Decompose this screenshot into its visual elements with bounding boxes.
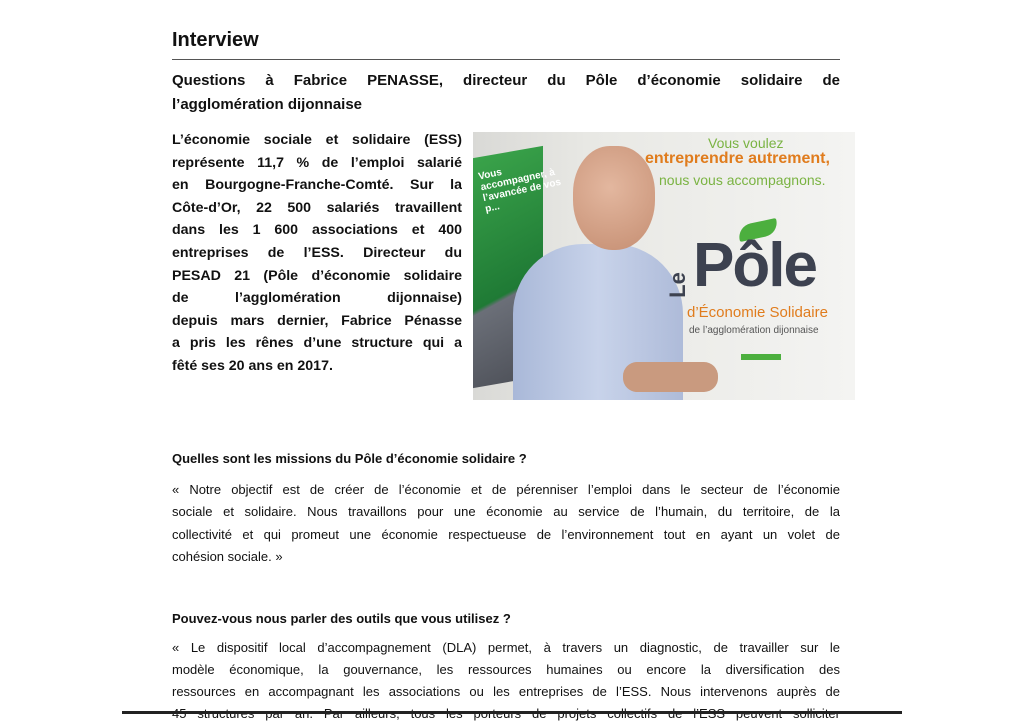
- intro-line: en Bourgogne-Franche-Comté. Sur la: [172, 177, 462, 193]
- answer-line: cohésion sociale. »: [172, 549, 283, 564]
- intro-line: PESAD 21 (Pôle d’économie solidaire: [172, 268, 462, 284]
- intro-line: a pris les rênes d’une structure qui a: [172, 335, 462, 351]
- question-heading: Quelles sont les missions du Pôle d’économie solidaire ?: [172, 451, 527, 466]
- answer-line: « Le dispositif local d’accompagnement (DLA) permet, à travers un diagnostic, de travailler sur le: [172, 640, 840, 655]
- logo-pole: Pôle: [693, 231, 816, 300]
- title-divider: [172, 59, 840, 60]
- slogan-line: nous vous accompagnons.: [659, 172, 826, 188]
- logo-bar: [741, 354, 781, 360]
- portrait-photo: [473, 132, 855, 400]
- answer-line: collectivité et qui promeut une économie respectueuse de l’environnement tout en ayant un volet de: [172, 527, 840, 542]
- section-title: Interview: [172, 29, 259, 51]
- answer-line: ressources en accompagnant les associations ou les entreprises de l’ESS. Nous intervenons auprès de: [172, 684, 840, 699]
- intro-line: représente 11,7 % de l’emploi salarié: [172, 155, 462, 171]
- poster-text: Vous accompagner, à l’avancée de vos p...: [477, 166, 563, 215]
- intro-line: dans les 1 600 associations et 400: [172, 222, 462, 238]
- slogan-line: Vous voulez: [708, 135, 784, 151]
- question-heading: Pouvez-vous nous parler des outils que vous utilisez ?: [172, 611, 511, 626]
- intro-line: depuis mars dernier, Fabrice Pénasse: [172, 313, 462, 329]
- answer-line: « Notre objectif est de créer de l’économie et de pérenniser l’emploi dans le secteur de l’économie: [172, 482, 840, 497]
- question-title-line: Questions à Fabrice PENASSE, directeur du Pôle d’économie solidaire de: [172, 72, 840, 89]
- answer-line: sociale et solidaire. Nous travaillons pour une économie au service de l’humain, du territoire, de la: [172, 504, 840, 519]
- intro-line: entreprises de l’ESS. Directeur du: [172, 245, 462, 261]
- intro-line: L’économie sociale et solidaire (ESS): [172, 132, 462, 148]
- logo-subtitle-2: de l’agglomération dijonnaise: [689, 325, 819, 336]
- logo-subtitle: d’Économie Solidaire: [687, 304, 828, 321]
- intro-line: fêté ses 20 ans en 2017.: [172, 358, 333, 374]
- question-title-line: l’agglomération dijonnaise: [172, 96, 363, 113]
- logo-le: Le: [664, 272, 690, 298]
- intro-line: de l’agglomération dijonnaise): [172, 290, 462, 306]
- person-arm: [623, 362, 718, 392]
- answer-line: modèle économique, la gouvernance, les ressources humaines ou encore la diversification des: [172, 662, 840, 677]
- person-head: [573, 146, 655, 250]
- slogan-line: entreprendre autrement,: [645, 150, 830, 167]
- intro-line: Côte-d’Or, 22 500 salariés travaillent: [172, 200, 462, 216]
